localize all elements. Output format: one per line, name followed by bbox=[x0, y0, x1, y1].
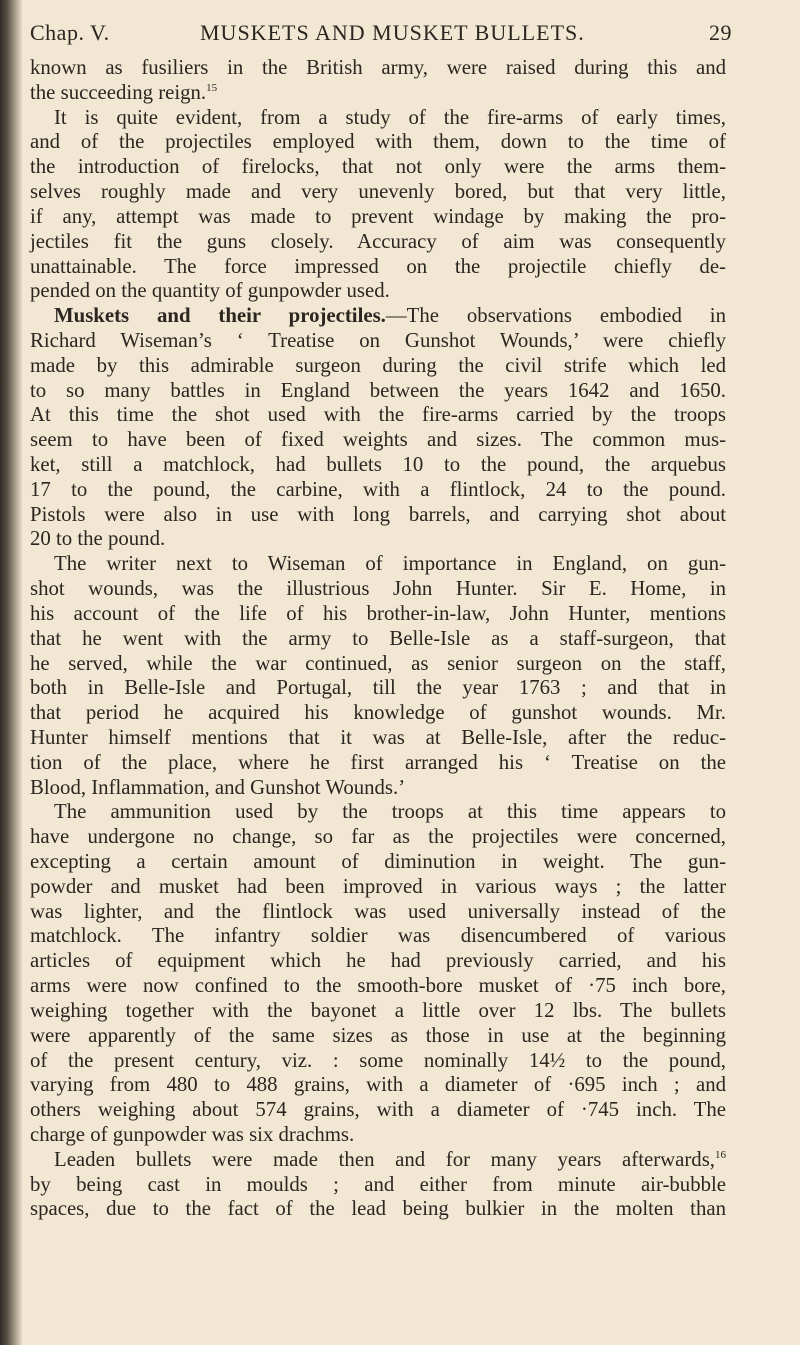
text-line bbox=[30, 776, 726, 801]
line-text: jectiles fit the guns closely. Accuracy of aim was consequently bbox=[30, 229, 726, 253]
line-text: The writer next to Wiseman of importance in England, on gun- bbox=[54, 552, 726, 576]
text-line bbox=[30, 924, 726, 949]
text-line bbox=[30, 1098, 726, 1123]
text-line bbox=[30, 279, 726, 304]
line-text: weighing together with the bayonet a little over 12 lbs. The bullets bbox=[30, 998, 726, 1022]
line-text: excepting a certain amount of diminution in weight. The gun- bbox=[30, 850, 726, 873]
line-text: his account of the life of his brother-in-law, John Hunter, mentions bbox=[30, 601, 726, 625]
text-line bbox=[30, 478, 726, 503]
footnote-marker: 16 bbox=[715, 1148, 726, 1161]
text-line bbox=[30, 652, 726, 677]
page-number: 29 bbox=[709, 20, 732, 45]
running-head bbox=[30, 20, 732, 50]
line-text: was lighter, and the flintlock was used universally instead of the bbox=[30, 899, 726, 923]
text-line bbox=[30, 106, 726, 131]
text-line bbox=[30, 850, 726, 875]
book-page bbox=[30, 0, 780, 1345]
line-text: powder and musket had been improved in various ways ; the latter bbox=[30, 874, 726, 898]
text-line bbox=[30, 527, 726, 552]
line-text: if any, attempt was made to prevent windage by making the pro- bbox=[30, 204, 726, 228]
line-text: to so many battles in England between the years 1642 and 1650. bbox=[30, 378, 726, 402]
text-line bbox=[30, 676, 726, 701]
text-line bbox=[30, 800, 726, 825]
text-line bbox=[30, 130, 726, 155]
line-text: Richard Wiseman’s ‘ Treatise on Gunshot Wounds,’ were chiefly bbox=[30, 328, 726, 352]
line-text: 20 to the pound. bbox=[30, 527, 166, 551]
line-text: he served, while the war continued, as senior surgeon on the staff, bbox=[30, 651, 726, 675]
line-text: that he went with the army to Belle-Isle as a staff-surgeon, that bbox=[30, 626, 726, 650]
line-text: articles of equipment which he had previously carried, and his bbox=[30, 949, 726, 973]
text-line bbox=[30, 974, 726, 999]
text-line bbox=[30, 453, 726, 478]
line-text: 17 to the pound, the carbine, with a flintlock, 24 to the pound. bbox=[30, 477, 726, 501]
text-line bbox=[30, 428, 726, 453]
line-text: shot wounds, was the illustrious John Hunter. Sir E. Home, in bbox=[30, 577, 726, 601]
text-line bbox=[30, 205, 726, 230]
line-text: others weighing about 574 grains, with a diameter of ·745 inch. The bbox=[30, 1098, 726, 1122]
text-line bbox=[30, 1024, 726, 1049]
line-text: tion of the place, where he first arranged his ‘ Treatise on the bbox=[30, 750, 726, 774]
line-text: made by this admirable surgeon during the civil strife which led bbox=[30, 353, 726, 377]
line-text: varying from 480 to 488 grains, with a diameter of ·695 inch ; and bbox=[30, 1073, 726, 1097]
line-text: —The observations embodied in bbox=[385, 304, 726, 328]
line-text: of the present century, viz. : some nominally 14½ to the pound, bbox=[30, 1048, 726, 1072]
text-line bbox=[30, 1049, 726, 1074]
text-line bbox=[30, 403, 726, 428]
text-line bbox=[30, 56, 726, 81]
text-line bbox=[30, 379, 726, 404]
line-text: arms were now confined to the smooth-bore musket of ·75 inch bore, bbox=[30, 974, 726, 998]
text-line bbox=[30, 726, 726, 751]
line-text: ket, still a matchlock, had bullets 10 to the pound, the arquebus bbox=[30, 453, 726, 476]
section-sidehead: Muskets and their projectiles. bbox=[54, 304, 386, 328]
line-text: the succeeding reign. bbox=[30, 80, 207, 104]
line-text: known as fusiliers in the British army, were raised during this and bbox=[30, 56, 726, 79]
text-line bbox=[30, 180, 726, 205]
page-header-title: MUSKETS AND MUSKET BULLETS. bbox=[200, 20, 585, 45]
text-line bbox=[30, 999, 726, 1024]
text-line bbox=[30, 602, 726, 627]
line-text: selves roughly made and very unevenly bored, but that very little, bbox=[30, 180, 726, 204]
text-line bbox=[30, 354, 726, 379]
text-line bbox=[30, 503, 726, 528]
chapter-label: Chap. V. bbox=[30, 20, 110, 45]
line-text: It is quite evident, from a study of the fire-arms of early times, bbox=[54, 105, 726, 129]
text-line bbox=[30, 230, 726, 255]
text-line bbox=[30, 577, 726, 602]
line-text: both in Belle-Isle and Portugal, till the year 1763 ; and that in bbox=[30, 676, 726, 700]
line-text: Pistols were also in use with long barrels, and carrying shot about bbox=[30, 502, 726, 526]
text-line bbox=[30, 155, 726, 180]
footnote-marker: 15 bbox=[206, 81, 218, 94]
text-line bbox=[30, 900, 726, 925]
line-text: the introduction of firelocks, that not only were the arms them- bbox=[30, 155, 726, 179]
text-line bbox=[30, 1073, 726, 1098]
line-text: matchlock. The infantry soldier was disencumbered of various bbox=[30, 924, 726, 948]
line-text: that period he acquired his knowledge of gunshot wounds. Mr. bbox=[30, 701, 726, 725]
line-text: have undergone no change, so far as the projectiles were concerned, bbox=[30, 825, 726, 849]
line-text: pended on the quantity of gunpowder used. bbox=[30, 279, 390, 303]
line-text: Leaden bullets were made then and for many years afterwards, bbox=[54, 1147, 715, 1171]
line-text: Blood, Inflammation, and Gunshot Wounds.’ bbox=[30, 775, 406, 799]
text-line bbox=[30, 1173, 726, 1198]
line-text: and of the projectiles employed with them, down to the time of bbox=[30, 130, 726, 154]
text-line bbox=[30, 329, 726, 354]
text-line bbox=[30, 825, 726, 850]
line-text: spaces, due to the fact of the lead being bulkier in the molten than bbox=[30, 1197, 726, 1221]
text-line bbox=[30, 949, 726, 974]
text-line bbox=[30, 1148, 726, 1173]
line-text: The ammunition used by the troops at this time appears to bbox=[54, 800, 726, 824]
body-text bbox=[30, 56, 726, 1222]
text-line bbox=[30, 701, 726, 726]
text-line bbox=[30, 1123, 726, 1148]
text-line bbox=[30, 875, 726, 900]
text-line bbox=[30, 751, 726, 776]
text-line bbox=[30, 627, 726, 652]
line-text: were apparently of the same sizes as those in use at the beginning bbox=[30, 1023, 726, 1047]
line-text: unattainable. The force impressed on the projectile chiefly de- bbox=[30, 254, 726, 278]
line-text: At this time the shot used with the fire-arms carried by the troops bbox=[30, 403, 726, 427]
book-gutter-shadow bbox=[0, 0, 22, 1345]
text-line bbox=[30, 552, 726, 577]
line-text: by being cast in moulds ; and either from minute air-bubble bbox=[30, 1172, 726, 1196]
line-text: seem to have been of fixed weights and sizes. The common mus- bbox=[30, 428, 726, 452]
text-line bbox=[30, 81, 726, 106]
text-line bbox=[30, 255, 726, 280]
text-line bbox=[30, 304, 726, 329]
line-text: charge of gunpowder was six drachms. bbox=[30, 1122, 355, 1146]
text-line bbox=[30, 1197, 726, 1222]
line-text: Hunter himself mentions that it was at Belle-Isle, after the reduc- bbox=[30, 725, 726, 749]
